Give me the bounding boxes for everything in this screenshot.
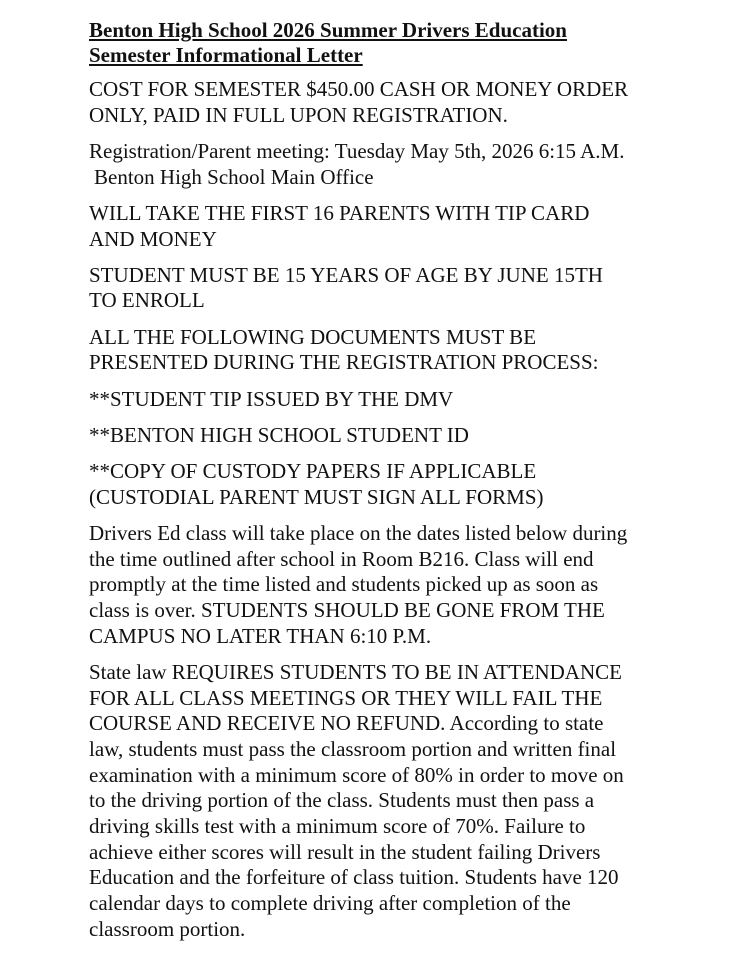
text-line: Benton High School Main Office [94, 164, 374, 189]
text-line: driving skills test with a minimum score of 70%. Failure to [89, 814, 586, 839]
cost-paragraph [89, 77, 729, 128]
first-parents-paragraph [89, 201, 729, 252]
text-line: Drivers Ed class will take place on the dates listed below during [89, 520, 628, 545]
text-line: promptly at the time listed and students picked up as soon as [89, 572, 599, 597]
text-line: achieve either scores will result in the student failing Drivers [89, 839, 601, 864]
text-line: class is over. STUDENTS SHOULD BE GONE FROM THE [89, 597, 605, 622]
text-line: Registration/Parent meeting: Tuesday May 5th, 2026 6:15 A.M. [89, 138, 625, 163]
state-law-paragraph [89, 660, 729, 943]
text-line: law, students must pass the classroom portion and written final [89, 736, 617, 761]
requirement-custody [89, 459, 729, 510]
text-line: ALL THE FOLLOWING DOCUMENTS MUST BE [89, 324, 537, 349]
requirement-student-id [89, 423, 729, 449]
text-line: classroom portion. [89, 916, 246, 941]
text-line: calendar days to complete driving after completion of the [89, 891, 571, 916]
age-requirement-paragraph [89, 263, 729, 314]
text-line: examination with a minimum score of 80% in order to move on [89, 762, 624, 787]
title-line: Benton High School 2026 Summer Drivers Education [89, 18, 567, 42]
requirement-tip [89, 387, 729, 413]
text-line: FOR ALL CLASS MEETINGS OR THEY WILL FAIL THE [89, 685, 603, 710]
text-line: **STUDENT TIP ISSUED BY THE DMV [89, 386, 454, 411]
text-line: (CUSTODIAL PARENT MUST SIGN ALL FORMS) [89, 484, 544, 509]
text-line: AND MONEY [89, 226, 217, 251]
text-line: STUDENT MUST BE 15 YEARS OF AGE BY JUNE 15TH [89, 262, 603, 287]
informational-letter [89, 18, 729, 953]
text-line: the time outlined after school in Room B216. Class will end [89, 546, 594, 571]
text-line: **COPY OF CUSTODY PAPERS IF APPLICABLE [89, 458, 537, 483]
text-line: **BENTON HIGH SCHOOL STUDENT ID [89, 422, 469, 447]
text-line: TO ENROLL [89, 288, 205, 313]
title-line: Semester Informational Letter [89, 43, 363, 67]
text-line: COST FOR SEMESTER $450.00 CASH OR MONEY ORDER [89, 77, 629, 101]
text-line: State law REQUIRES STUDENTS TO BE IN ATTENDANCE [89, 659, 622, 684]
registration-paragraph [89, 139, 729, 190]
text-line: Education and the forfeiture of class tuition. Students have 120 [89, 865, 619, 890]
class-info-paragraph [89, 521, 729, 650]
text-line: PRESENTED DURING THE REGISTRATION PROCESS: [89, 350, 599, 375]
text-line: ONLY, PAID IN FULL UPON REGISTRATION. [89, 102, 508, 127]
text-line: to the driving portion of the class. Students must then pass a [89, 788, 595, 813]
text-line: COURSE AND RECEIVE NO REFUND. According to state [89, 711, 604, 736]
text-line: WILL TAKE THE FIRST 16 PARENTS WITH TIP CARD [89, 200, 590, 225]
documents-paragraph [89, 325, 729, 376]
text-line: CAMPUS NO LATER THAN 6:10 P.M. [89, 623, 432, 648]
letter-title [89, 18, 729, 68]
